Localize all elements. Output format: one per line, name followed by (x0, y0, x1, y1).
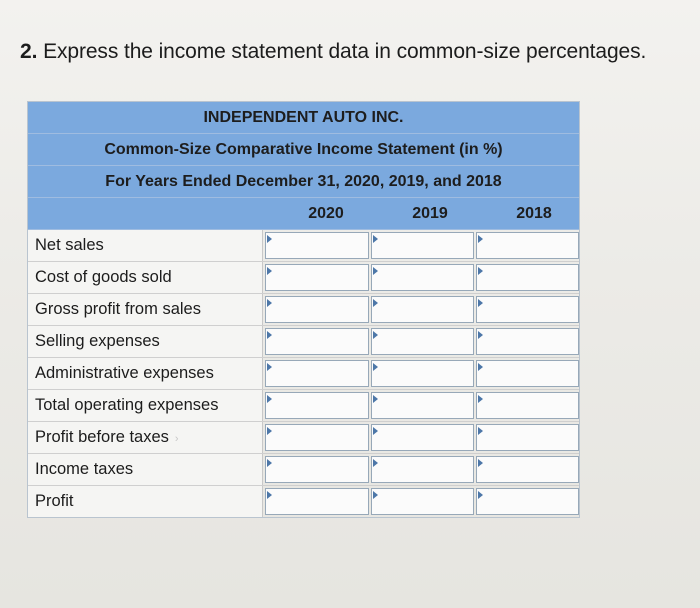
statement-title: Common-Size Comparative Income Statement (in %) (28, 134, 579, 166)
year-2018-header: 2018 (516, 205, 552, 222)
table-row (28, 294, 579, 326)
year-2020-header: 2020 (308, 205, 344, 222)
input-2019[interactable] (371, 232, 474, 259)
row-label: Profit (28, 486, 263, 517)
table-row (28, 358, 579, 390)
row-label: Cost of goods sold (28, 262, 263, 293)
row-label: Selling expenses (28, 326, 263, 357)
table-row (28, 326, 579, 358)
table-row (28, 262, 579, 294)
table-row (28, 454, 579, 486)
input-2019[interactable] (371, 456, 474, 483)
input-2019[interactable] (371, 392, 474, 419)
input-2019[interactable] (371, 360, 474, 387)
input-2020[interactable] (265, 328, 368, 355)
company-name: INDEPENDENT AUTO INC. (28, 102, 579, 134)
income-statement-table (27, 101, 580, 518)
input-2020[interactable] (265, 424, 368, 451)
year-2019-header: 2019 (412, 205, 448, 222)
input-2018[interactable] (476, 456, 579, 483)
input-2019[interactable] (371, 296, 474, 323)
input-2020[interactable] (265, 392, 368, 419)
input-2020[interactable] (265, 264, 368, 291)
row-label: Net sales (28, 230, 263, 261)
row-label (28, 422, 263, 453)
input-2020[interactable] (265, 232, 368, 259)
row-label: Income taxes (28, 454, 263, 485)
question-prompt: Express the income statement data in common-size percentages. (43, 40, 647, 63)
row-label: Gross profit from sales (28, 294, 263, 325)
input-2018[interactable] (476, 232, 579, 259)
input-2020[interactable] (265, 456, 368, 483)
table-row (28, 486, 579, 517)
row-label-text: Profit before taxes (35, 428, 169, 446)
year-header-row (28, 198, 579, 230)
input-2018[interactable] (476, 360, 579, 387)
input-2020[interactable] (265, 488, 368, 515)
input-2018[interactable] (476, 296, 579, 323)
input-2018[interactable] (476, 392, 579, 419)
input-2020[interactable] (265, 360, 368, 387)
question-text (20, 40, 646, 64)
input-2020[interactable] (265, 296, 368, 323)
input-2018[interactable] (476, 328, 579, 355)
table-row (28, 230, 579, 262)
row-label: Administrative expenses (28, 358, 263, 389)
input-2019[interactable] (371, 424, 474, 451)
chevron-right-icon: › (174, 433, 179, 445)
input-2019[interactable] (371, 264, 474, 291)
row-label: Total operating expenses (28, 390, 263, 421)
input-2019[interactable] (371, 328, 474, 355)
input-2018[interactable] (476, 264, 579, 291)
input-2018[interactable] (476, 424, 579, 451)
statement-period: For Years Ended December 31, 2020, 2019, and 2018 (28, 166, 579, 198)
question-number: 2. (20, 40, 38, 63)
table-row (28, 422, 579, 454)
input-2018[interactable] (476, 488, 579, 515)
input-2019[interactable] (371, 488, 474, 515)
table-row (28, 390, 579, 422)
